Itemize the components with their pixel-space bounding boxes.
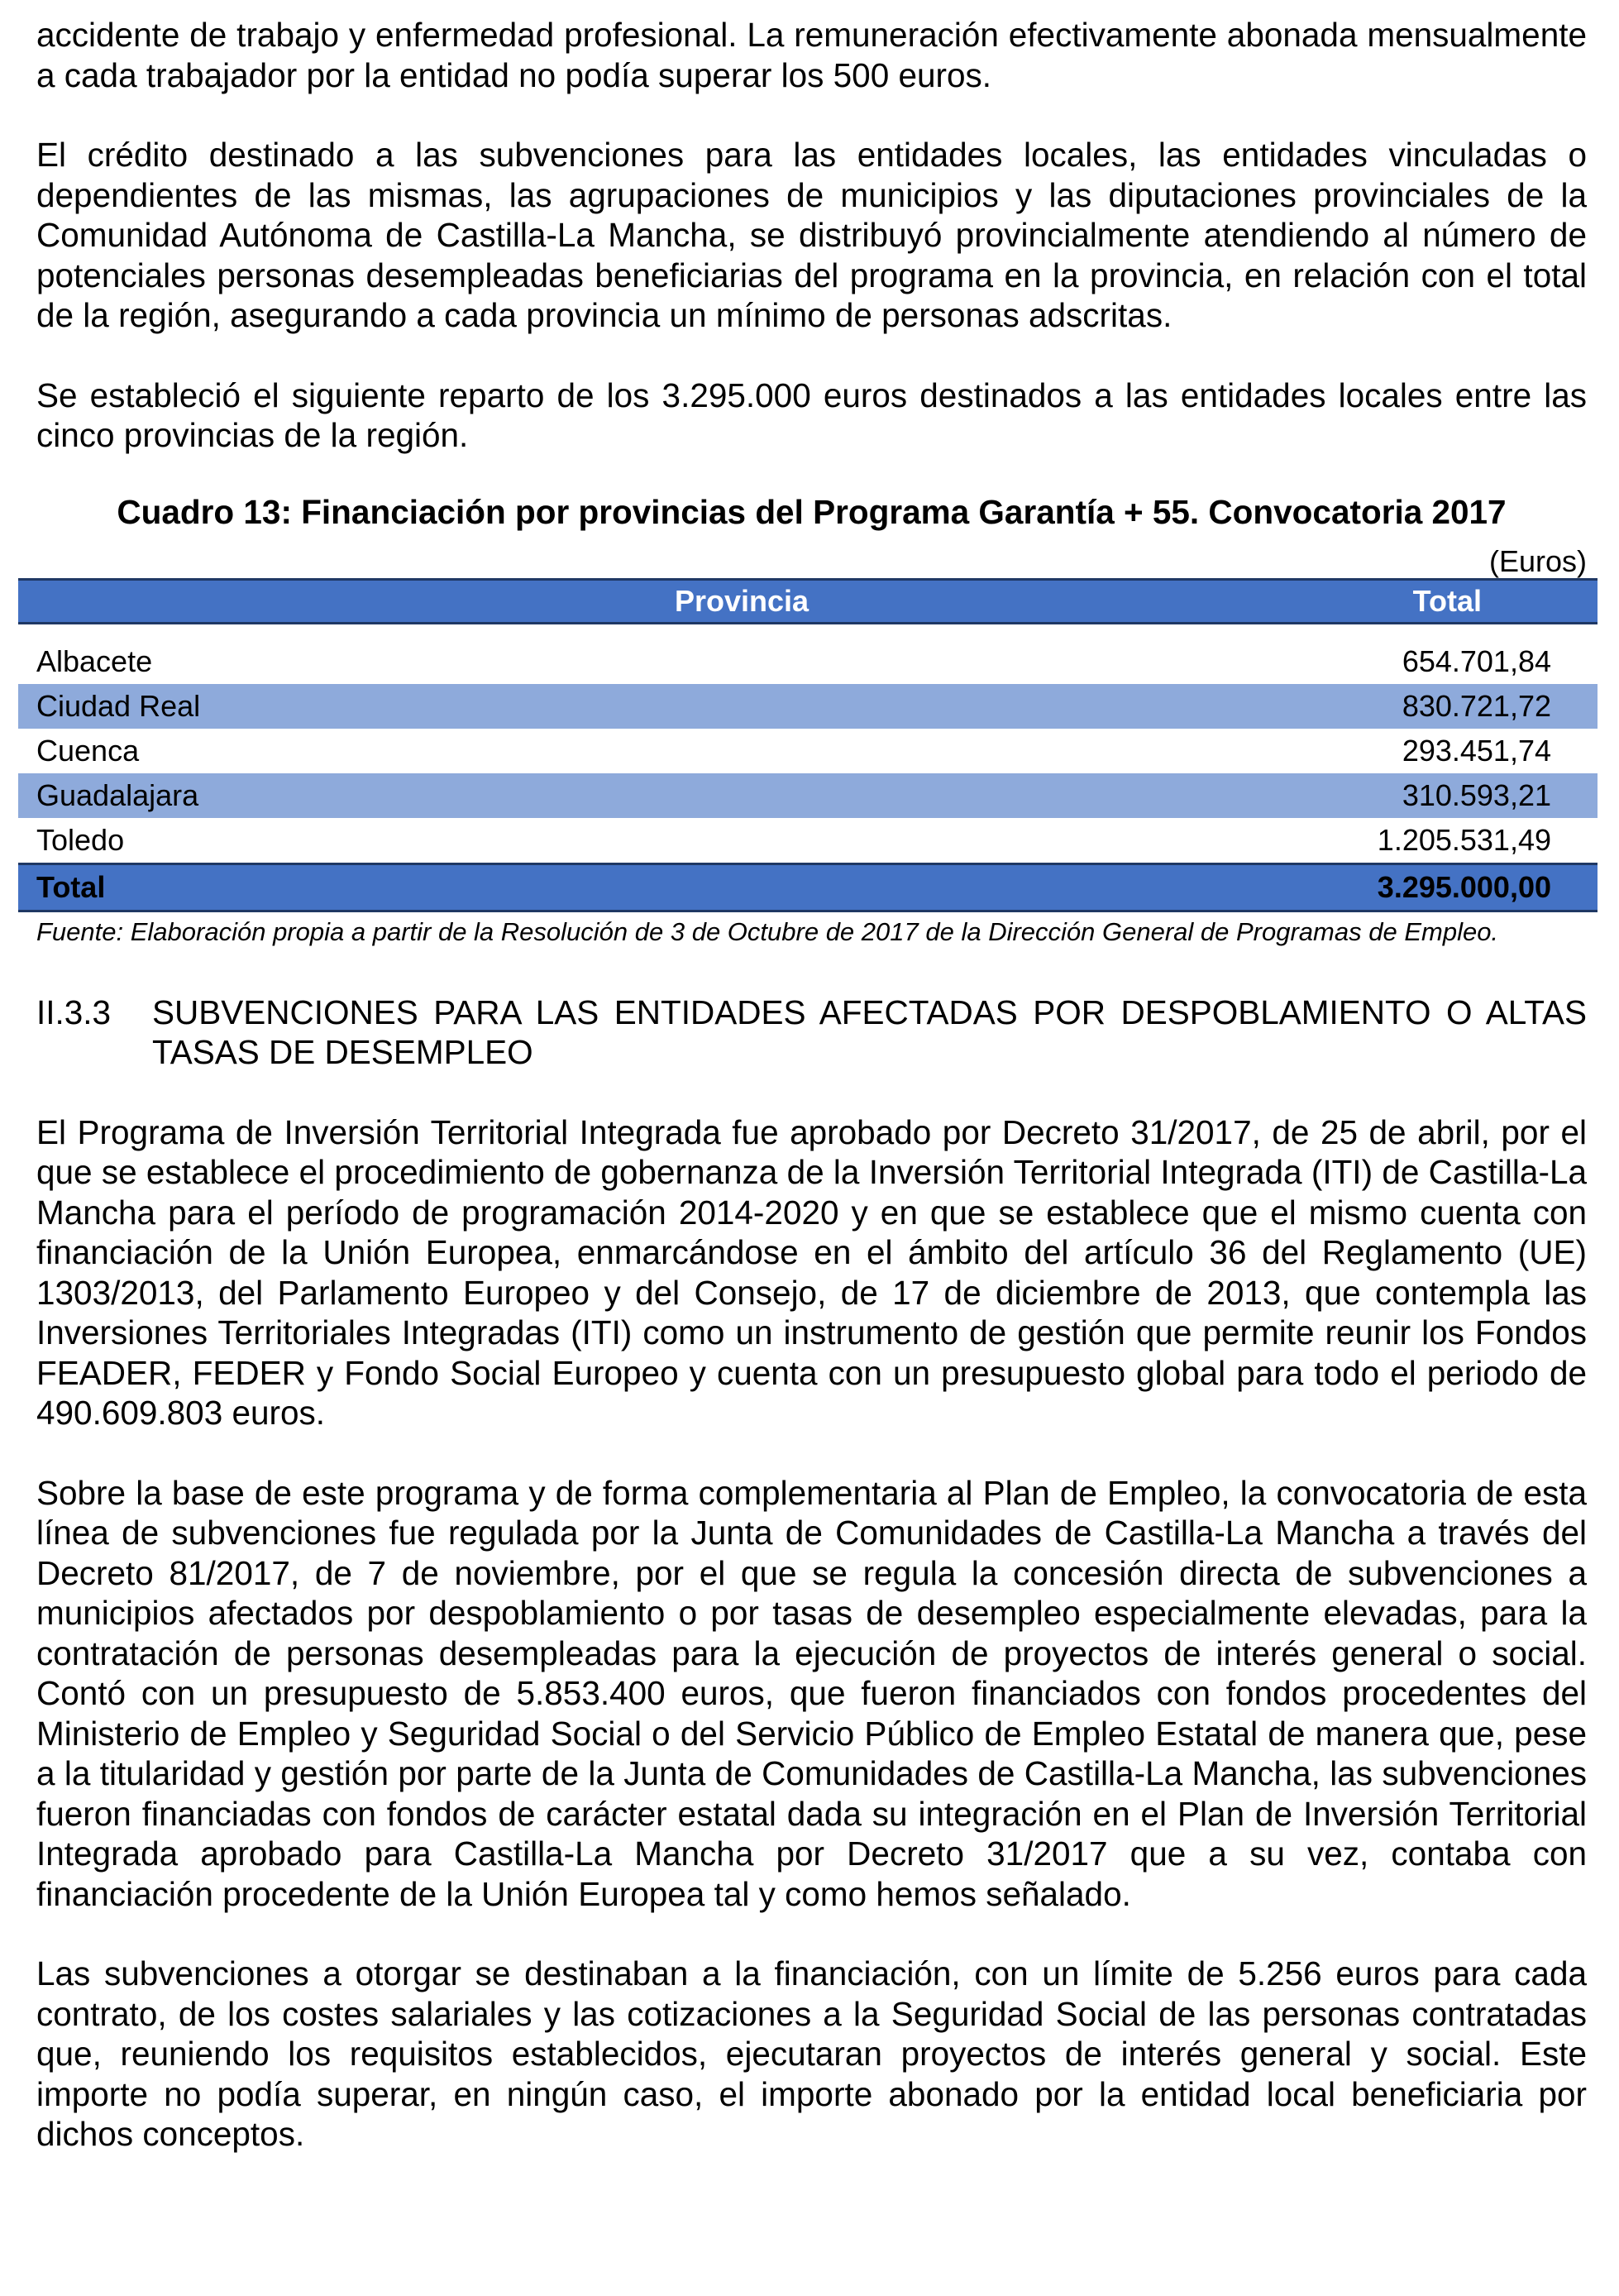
paragraph-reparto: Se estableció el siguiente reparto de los 3.295.000 euros destinados a las entidades locales entre las cinco provincias de la región.: [36, 375, 1587, 454]
paragraph-credit-distribution: El crédito destinado a las subvenciones para las entidades locales, las entidades vinculadas o dependientes de las mismas, las agrupaciones de municipios y las diputaciones provinciales de la Comunidad Autónoma de Castilla-La Mancha, se distribuyó provincialmente atendiendo al número de potenciales personas desempleadas beneficiarias del programa en la provincia, en relación con el total de la región, asegurando a cada provincia un mínimo de personas adscritas.: [36, 136, 1587, 334]
paragraph-decreto-81: Sobre la base de este programa y de forma complementaria al Plan de Empleo, la convocatoria de esta línea de subvenciones fue regulada por la Junta de Comunidades de Castilla-La Mancha a través del Decreto 81/2017, de 7 de noviembre, por el que se regula la concesión directa de subvenciones a municipios afectados por despoblamiento o por tasas de desempleo especialmente elevadas, para la contratación de personas desempleadas para la ejecución de proyectos de interés general o social. Contó con un presupuesto de 5.853.400 euros, que fueron financiados con fondos procedentes del Ministerio de Empleo y Seguridad Social o del Servicio Público de Empleo Estatal de manera que, pese a la titularidad y gestión por parte de la Junta de Comunidades de Castilla-La Mancha, las subvenciones fueron financiadas con fondos de carácter estatal dada su integración en el Plan de Inversión Territorial Integrada aprobado para Castilla-La Mancha por Decreto 31/2017 que a su vez, contaba con financiación procedente de la Unión Europea tal y como hemos señalado.: [36, 1473, 1587, 1913]
paragraph-remuneration: accidente de trabajo y enfermedad profesional. La remuneración efectivamente abonada mensualmente a cada trabajador por la entidad no podía superar los 500 euros.: [36, 16, 1587, 94]
section-number: II.3.3: [36, 993, 112, 1031]
row-provincia: Cuenca: [36, 733, 140, 768]
row-provincia: Toledo: [36, 822, 125, 857]
total-value: 3.295.000,00: [1234, 863, 1598, 911]
row-total: 310.593,21: [1234, 773, 1598, 818]
table-row: [18, 773, 1598, 818]
row-total: 654.701,84: [1402, 643, 1551, 678]
total-label: Total: [18, 863, 1234, 911]
row-provincia: Ciudad Real: [18, 684, 1234, 729]
financing-table: [18, 578, 1598, 912]
table-row: [18, 684, 1598, 729]
header-total: Total: [1234, 579, 1598, 623]
table-total-row: [18, 863, 1598, 911]
paragraph-subsidy-limit: Las subvenciones a otorgar se destinaban a la financiación, con un límite de 5.256 euros para cada contrato, de los costes salariales y las cotizaciones a la Seguridad Social de las personas contratadas que, reuniendo los requisitos establecidos, ejecutaran proyectos de interés general y social. Este importe no podía superar, en ningún caso, el importe abonado por la entidad local beneficiaria por dichos conceptos.: [36, 1954, 1587, 2153]
row-total: 830.721,72: [1234, 684, 1598, 729]
document-page: [36, 15, 1587, 2155]
section-title: SUBVENCIONES PARA LAS ENTIDADES AFECTADAS POR DESPOBLAMIENTO O ALTAS TASAS DE DESEMPLEO: [152, 993, 1587, 1071]
table-units: (Euros): [1488, 543, 1587, 578]
row-provincia: Albacete: [36, 643, 153, 678]
paragraph-iti-program: El Programa de Inversión Territorial Integrada fue aprobado por Decreto 31/2017, de 25 de abril, por el que se establece el procedimiento de gobernanza de la Inversión Territorial Integrada (ITI) de Castilla-La Mancha para el período de programación 2014-2020 y en que se establece que el mismo cuenta con financiación de la Unión Europea, enmarcándose en el ámbito del artículo 36 del Reglamento (UE) 1303/2013, del Parlamento Europeo y del Consejo, de 17 de diciembre de 2013, que contempla las Inversiones Territoriales Integradas (ITI) como un instrumento de gestión que permite reunir los Fondos FEADER, FEDER y Fondo Social Europeo y cuenta con un presupuesto global para todo el periodo de 490.609.803 euros.: [36, 1112, 1587, 1432]
row-total: 1.205.531,49: [1377, 822, 1551, 857]
section-heading: [36, 993, 1587, 1073]
table-source: Fuente: Elaboración propia a partir de la Resolución de 3 de Octubre de 2017 de la Dirección General de Programas de Empleo.: [36, 916, 1499, 946]
header-provincia: Provincia: [18, 579, 1234, 623]
table-row: [18, 818, 1598, 864]
table-row: [18, 729, 1598, 773]
table-row: [18, 639, 1598, 684]
row-total: 293.451,74: [1402, 733, 1551, 768]
row-provincia: Guadalajara: [18, 773, 1234, 818]
table-title: Cuadro 13: Financiación por provincias del Programa Garantía + 55. Convocatoria 2017: [117, 492, 1507, 531]
